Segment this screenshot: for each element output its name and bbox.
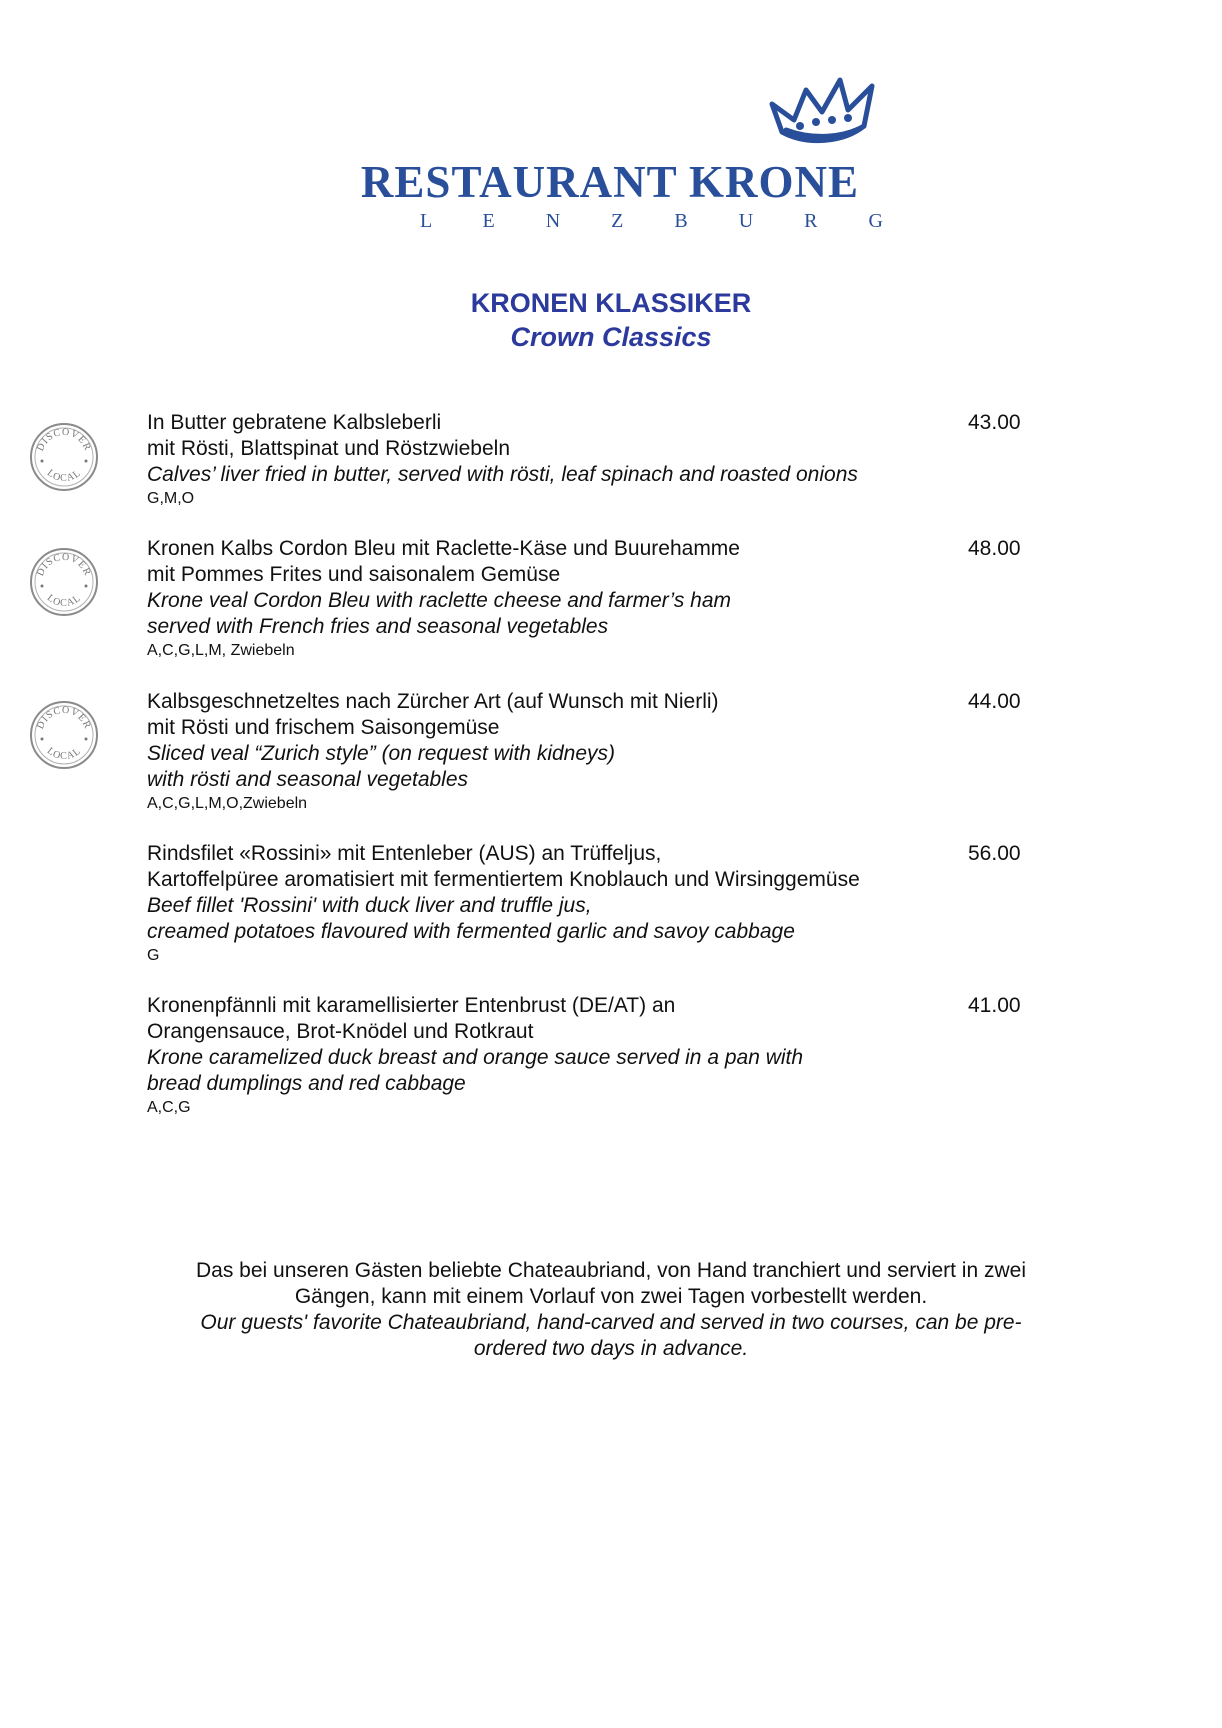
item-name-de: In Butter gebratene Kalbsleberli	[147, 411, 442, 434]
item-description-en-2: creamed potatoes flavoured with fermented garlic and savoy cabbage	[147, 920, 795, 943]
discover-local-stamp	[28, 699, 100, 771]
svg-text:DISCOVER: DISCOVER	[35, 551, 93, 578]
item-description-en-2: served with French fries and seasonal vegetables	[147, 615, 609, 638]
item-price: 48.00	[968, 537, 1021, 560]
item-description-en: Beef fillet 'Rossini' with duck liver and truffle jus,	[147, 894, 592, 917]
note-de-line-1: Das bei unseren Gästen beliebte Chateaubriand, von Hand tranchiert und serviert in zwei	[196, 1259, 1026, 1282]
logo-name: RESTAURANT KRONE	[360, 157, 860, 207]
discover-local-stamp	[28, 421, 100, 493]
discover-local-stamp	[28, 546, 100, 618]
section-title-de: KRONEN KLASSIKER	[470, 288, 752, 318]
menu-item	[147, 993, 1047, 1119]
item-description-en: Calves’ liver fried in butter, served with rösti, leaf spinach and roasted onions	[147, 463, 858, 486]
menu-item	[147, 841, 1047, 967]
item-description-en: Krone caramelized duck breast and orange sauce served in a pan with	[147, 1046, 804, 1069]
item-sides-de: Kartoffelpüree aromatisiert mit fermentiertem Knoblauch und Wirsinggemüse	[147, 868, 860, 891]
item-allergens: A,C,G,L,M, Zwiebeln	[147, 642, 295, 659]
crown-icon	[760, 70, 880, 152]
item-sides-de: mit Rösti, Blattspinat und Röstzwiebeln	[147, 437, 510, 460]
item-allergens: G,M,O	[147, 490, 195, 507]
svg-text:DISCOVER: DISCOVER	[35, 426, 93, 453]
item-sides-de: Orangensauce, Brot-Knödel und Rotkraut	[147, 1020, 534, 1043]
item-description-en-2: with rösti and seasonal vegetables	[147, 768, 469, 791]
chateaubriand-note	[150, 1258, 1072, 1362]
menu-item	[147, 536, 1047, 662]
logo-location: L E N Z B U R G	[420, 210, 906, 232]
item-price: 43.00	[968, 411, 1021, 434]
item-name-de: Kronenpfännli mit karamellisierter Entenbrust (DE/AT) an	[147, 994, 676, 1017]
svg-text:LOCAL: LOCAL	[44, 467, 84, 484]
item-description-en-2: bread dumplings and red cabbage	[147, 1072, 466, 1095]
svg-text:LOCAL: LOCAL	[44, 745, 84, 762]
item-name-de: Kalbsgeschnetzeltes nach Zürcher Art (auf Wunsch mit Nierli)	[147, 690, 719, 713]
note-de-line-2: Gängen, kann mit einem Vorlauf von zwei Tagen vorbestellt werden.	[294, 1285, 928, 1308]
item-price: 44.00	[968, 690, 1021, 713]
note-en-line-2: ordered two days in advance.	[473, 1337, 749, 1360]
item-description-en: Krone veal Cordon Bleu with raclette cheese and farmer’s ham	[147, 589, 732, 612]
item-price: 41.00	[968, 994, 1021, 1017]
restaurant-logo	[330, 70, 906, 240]
item-allergens: G	[147, 947, 160, 964]
menu-item	[147, 410, 1047, 510]
item-name-de: Kronen Kalbs Cordon Bleu mit Raclette-Käse und Buurehamme	[147, 537, 740, 560]
item-allergens: A,C,G	[147, 1099, 191, 1116]
note-en-line-1: Our guests' favorite Chateaubriand, hand-carved and served in two courses, can be pre-	[200, 1311, 1022, 1334]
item-allergens: A,C,G,L,M,O,Zwiebeln	[147, 795, 308, 812]
item-description-en: Sliced veal “Zurich style” (on request with kidneys)	[147, 742, 616, 765]
item-name-de: Rindsfilet «Rossini» mit Entenleber (AUS) an Trüffeljus,	[147, 842, 662, 865]
svg-text:LOCAL: LOCAL	[44, 592, 84, 609]
item-sides-de: mit Rösti und frischem Saisongemüse	[147, 716, 500, 739]
menu-item	[147, 689, 1047, 815]
svg-text:DISCOVER: DISCOVER	[35, 704, 93, 731]
section-title-en: Crown Classics	[510, 322, 712, 352]
item-sides-de: mit Pommes Frites und saisonalem Gemüse	[147, 563, 561, 586]
item-price: 56.00	[968, 842, 1021, 865]
